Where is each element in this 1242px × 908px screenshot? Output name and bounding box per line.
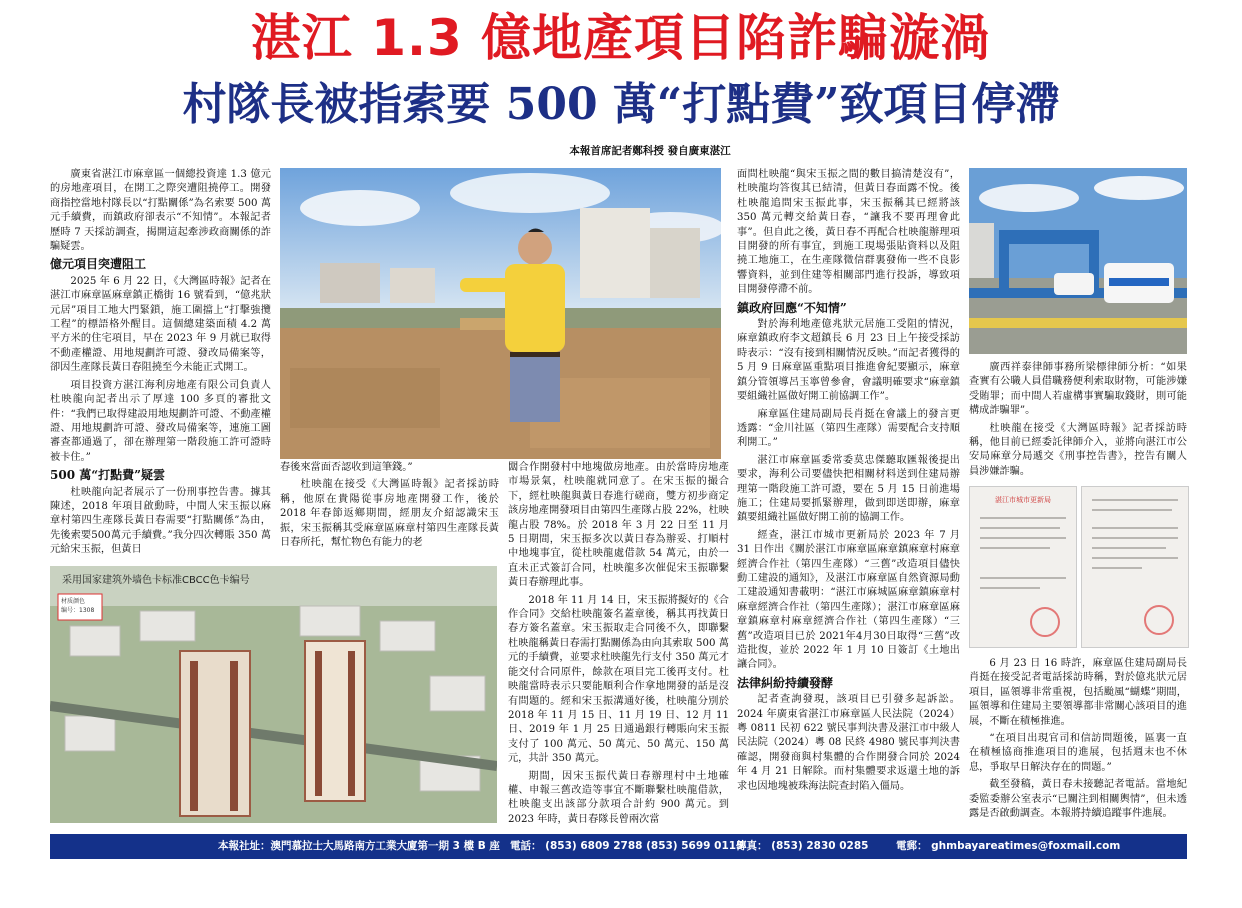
paragraph: 杜映龍在接受《大灣區時報》記者採訪時稱，他目前已經委託律師介入，並將向湛江市公安局麻章分局遞交《刑事控告書》，控告有關人員涉嫌詐騙。: [969, 422, 1187, 476]
footer-address: 本報社址：澳門慕拉士大馬路南方工業大廈第一期 3 樓 B 座: [218, 840, 500, 852]
document-text-line: [1092, 537, 1178, 539]
document-text-line: [980, 537, 1066, 539]
document-text-line: [1092, 527, 1178, 529]
render-label: 材质颜色: [61, 598, 86, 605]
construction-site-photo: [280, 168, 721, 459]
paragraph: 春後來當面否認收到這筆錢。”: [280, 462, 413, 473]
document-text-line: [980, 577, 1066, 579]
section-heading: 億元項目突遭阻工: [50, 257, 147, 272]
document-text-line: [980, 517, 1066, 519]
footer-bar: [50, 834, 1187, 859]
official-document-image-1: [969, 486, 1077, 648]
subheadline: 村隊長被指索要 500 萬“打點費”致項目停滯: [182, 79, 1060, 130]
gate-photo-illustration: [969, 168, 1187, 354]
footer-fax: 傳真： (853) 2830 0285: [736, 840, 869, 852]
section-heading: 法律糾紛持續發酵: [737, 675, 834, 690]
paragraph: 2018 年 11 月 14 日，宋玉振將擬好的《合作合同》交給杜映龍簽名蓋章後，稱其再找黃日春方簽名蓋章。宋玉振取走合同後不久，即聯繫杜映龍稱黃日春需打點關係為由向其索取 500 萬元的手續費，並要求杜映龍先行支付 350 萬元才能交付合同原件，餘款在項目完工後再支付。杜映龍當時表示只要能順利合作拿地開發的話是沒有問題的。經和宋玉振溝通好後，杜映龍分別於 2018 年 11 月 15 日、11 月 19 日、12 月 11 日、2019 年 1 月 25 日通過銀行轉賬向宋玉振支付了 100 萬元、50 萬元、50 萬元、150 萬元，共計 350 萬元。: [508, 594, 729, 765]
paragraph: 項目投資方湛江海利房地產有限公司負責人杜映龍向記者出示了厚達 100 多頁的審批文件：“我們已取得建設用地規劃許可證、不動產權證、用地規劃許可證、發改局備案等，連施工圖審查都通過了，卻在辦理第一階段施工許可證時被卡住。”: [50, 379, 271, 463]
document-text-line: [1092, 547, 1166, 549]
paragraph: 廣東省湛江市麻章區一個總投資達 1.3 億元的房地產項目，在開工之際突遭阻撓停工。開發商指控當地村隊長以“打點關係”為名索要 500 萬元手續費，而鎮政府卻表示“不知情”。本報記者歷時 7 天採訪調查，揭開這起牽涉政商關係的詐騙疑雲。: [50, 169, 271, 253]
paragraph: 記者查詢發現，該項目已引發多起訴訟。2024 年廣東省湛江市麻章區人民法院（2024）粵 0811 民初 622 號民事判決書及湛江市中級人民法院（2024）粵 08 民終 4980 號民事判決書確認，開發商與村集體的合作開發合同於 2024 年 4 月 21 日解除。而村集體要求返還土地的訴求也因地塊被珠海法院查封陷入僵局。: [737, 694, 960, 792]
document-seal: [1030, 607, 1060, 637]
article-column-1: [50, 168, 271, 563]
paragraph: 湛江市麻章區委常委莫忠傑聽取匯報後提出要求，海利公司要儘快把相關材料送到住建局辦理第一階段施工許可證，要在 5 月 15 日前進場施工；住建局要抓緊辦理，做到即送即辦，麻章鎮要組織社區做好開工前的協調工作。: [737, 454, 960, 524]
site-photo-illustration: [280, 168, 721, 459]
document-text-line: [1092, 567, 1142, 569]
document-title: 湛江市城市更新局: [995, 496, 1051, 504]
document-text-line: [1092, 509, 1172, 511]
paragraph: 期間，因宋玉振代黃日春辦理村中土地確權、申報三舊改造等事宜不斷聯繫杜映龍借款，杜映龍支出該部分款項合計約 900 萬元。到 2023 年時，黃日春隊長曾兩次當: [508, 770, 729, 825]
paragraph: 杜映龍在接受《大灣區時報》記者採訪時稱，他原在貴陽從事房地產開發工作，後於 2018 年春節返鄉期間，經朋友介紹認識宋玉振，宋玉振稱其受麻章區麻章村第四生產隊長黃日春所托，幫忙物色有能力的老: [280, 479, 499, 549]
article-column-3: [508, 461, 729, 827]
paragraph: 經查，湛江市城市更新局於 2023 年 7 月 31 日作出《關於湛江市麻章區麻章鎮麻章村麻章經濟合作社（第四生產隊）“三舊”改造項目儘快動工建設的通知》，及湛江市麻章區自然資源局動工建設通知書載明：“湛江市麻城區麻章鎮麻章村麻章經濟合作社（第四生產隊）；湛江市麻章區麻章鎮麻章村麻章經濟合作社（第四生產隊）“三舊”改造項目已於 2021年4月30日取得“三舊”改造批復，並於 2022 年 1 月 10 日簽訂《土地出讓合同》。: [737, 529, 960, 671]
paragraph: 對於海利地產億兆狀元居施工受阻的情況，麻章鎮政府李文超鎮長 6 月 23 日上午接受採訪時表示：“沒有接到相關情況反映。”而記者獲得的 5 月 9 日麻章區重點項目推進會紀要顯示，麻章鎮分管領導呂玉寧曾參會，會議明確要求“麻章鎮要組織社區做好開工前協調工作”。: [737, 319, 960, 403]
paragraph: “在項目出現官司和信訪問題後，區裏一直在積極協商推進項目的進展，包括週末也不休息，爭取早日解決存在的問題。”: [969, 733, 1187, 773]
paragraph: 截至發稿，黃日春未接聽記者電話。當地紀委監委辦公室表示“已關注到相關輿情”，但未透露是否啟動調查。本報將持續追蹤事件進展。: [969, 779, 1187, 820]
paragraph: 2025 年 6 月 22 日，《大灣區時報》記者在湛江市麻章區麻章鎮正橋街 16 號看到，“億兆狀元居”項目工地大門緊鎖，施工圍擋上“打擊強攬工程”的標語格外醒目。這個總建築面積 4.2 萬平方米的住宅項目，早在 2023 年 9 月就已取得不動產權證、用地規劃許可證、發改局備案等，卻因生產隊長黃日春阻撓至今未能正式開工。: [50, 275, 271, 374]
rendering-caption: 采用国家建筑外墙色卡标准CBCC色卡编号: [62, 575, 250, 586]
paragraph: 闆合作開發村中地塊做房地產。由於當時房地產市場景氣，杜映龍就同意了。在宋玉振的撮合下，經杜映龍與黃日春進行磋商，雙方初步商定該房地產開發項目由第四生產隊占股 22%，杜映龍占股 78%。於 2018 年 3 月 22 日至 11 月 5 日期間，宋玉振多次以黃日春為辦妥、打順村中地塊事宜，從杜映龍處借款 54 萬元，由於一直未正式簽訂合同，杜映龍多次催促宋玉振聯繫黃日春辦理此事。: [508, 462, 729, 589]
paragraph: 6 月 23 日 16 時許，麻章區住建局副局長肖挺在接受記者電話採訪時稱，對於億兆狀元居項目，區領導非常重視，包括颱風“蝴蝶”期間，區領導和住建局主要領導都非常關心該項目的進展，不斷在積極推進。: [969, 658, 1187, 727]
render-code: 编号：1308: [61, 607, 95, 614]
byline: 本報首席記者鄭科授 發自廣東湛江: [569, 145, 731, 157]
article-column-2: [280, 461, 499, 561]
section-heading: 500 萬“打點費”疑雲: [50, 468, 166, 483]
architectural-rendering: [50, 566, 497, 823]
paragraph: 面問杜映龍“與宋玉振之間的數目搞清楚沒有”，杜映龍均答復其已結清，但黃日春面露不悅。後杜映龍追問宋玉振此事，宋玉振稱其已經將該 350 萬元轉交給黃日春，“讓我不要再理會此事”。但自此之後，黃日春不再配合杜映龍辦理項目開發的所有事宜，到施工現場張貼資料以及阻撓工地施工，在生產隊微信群裏發佈一些不良影響資料，並到住建等相關部門進行投訴，導致項目開發停滯不前。: [737, 169, 960, 296]
article-column-5b: [969, 657, 1187, 827]
footer-email: 電郵： ghmbayareatimes@foxmail.com: [896, 840, 1121, 852]
official-document-image-2: [1081, 486, 1189, 648]
paragraph: 杜映龍向記者展示了一份刑事控告書。據其陳述，2018 年項目啟動時，中間人宋玉振以麻章村第四生產隊長黃日春需要“打點關係”為由，先後索要500萬元手續費。”我分四次轉賬 350 萬元給宋玉振，但黃日: [50, 486, 271, 556]
article-column-4: [737, 168, 960, 827]
paragraph: 廣西祥泰律師事務所梁標律師分析：“如果查實有公職人員借職務便利索取財物，可能涉嫌受賄罪；而中間人若虛構事實騙取錢財，則可能構成詐騙罪”。: [969, 362, 1187, 417]
article-column-5a: [969, 361, 1187, 476]
render-color-label: [61, 597, 94, 615]
paragraph: 麻章區住建局副局長肖挺在會議上的發言更透露：“金川社區（第四生產隊）需要配合支持順利開工。”: [737, 408, 960, 449]
footer-phone: 電話： (853) 6809 2788 (853) 5699 0115: [510, 840, 744, 852]
section-heading: 鎮政府回應“不知情”: [737, 300, 847, 315]
document-seal: [1144, 605, 1174, 635]
document-text-line: [980, 527, 1060, 529]
document-text-line: [980, 587, 1040, 589]
document-text-line: [1092, 557, 1178, 559]
headline: 湛江 1.3 億地產項目陷詐騙漩渦: [250, 9, 992, 67]
document-text-line: [1092, 499, 1178, 501]
rendering-illustration: [50, 566, 497, 823]
construction-gate-photo: [969, 168, 1187, 354]
document-text-line: [980, 547, 1050, 549]
